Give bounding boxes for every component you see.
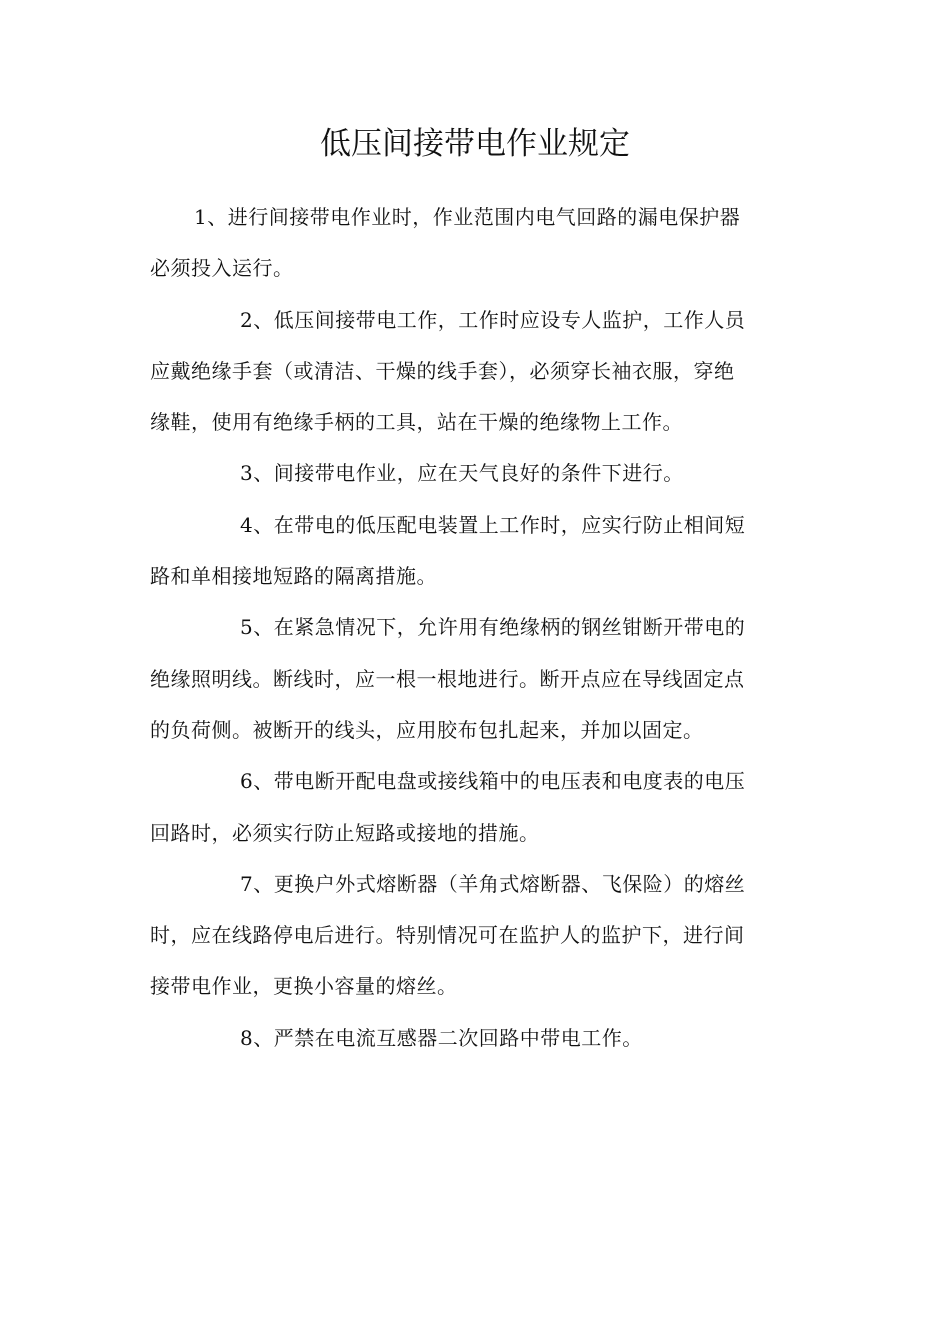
paragraph-line: 6、带电断开配电盘或接线箱中的电压表和电度表的电压	[240, 769, 746, 794]
paragraph-4	[150, 500, 810, 603]
paragraph-1	[150, 192, 810, 295]
paragraph-line: 3、间接带电作业，应在天气良好的条件下进行。	[240, 461, 684, 486]
paragraph-line: 5、在紧急情况下，允许用有绝缘柄的钢丝钳断开带电的	[240, 615, 746, 640]
paragraph-line: 缘鞋，使用有绝缘手柄的工具，站在干燥的绝缘物上工作。	[150, 410, 683, 435]
paragraph-2	[150, 295, 810, 449]
paragraph-3	[150, 448, 810, 499]
paragraph-line: 必须投入运行。	[150, 256, 294, 281]
paragraph-line: 应戴绝缘手套（或清洁、干燥的线手套），必须穿长袖衣服，穿绝	[150, 358, 735, 383]
paragraph-line: 回路时，必须实行防止短路或接地的措施。	[150, 820, 540, 845]
document-title: 低压间接带电作业规定	[320, 126, 630, 162]
paragraph-line: 8、严禁在电流互感器二次回路中带电工作。	[240, 1025, 643, 1050]
paragraph-line: 路和单相接地短路的隔离措施。	[150, 564, 437, 589]
paragraph-line: 4、在带电的低压配电装置上工作时，应实行防止相间短	[240, 512, 746, 537]
document-body	[150, 192, 810, 1064]
paragraph-line: 接带电作业，更换小容量的熔丝。	[150, 974, 458, 999]
paragraph-8	[150, 1013, 810, 1064]
paragraph-line: 7、更换户外式熔断器（羊角式熔断器、飞保险）的熔丝	[240, 871, 746, 896]
paragraph-line: 绝缘照明线。断线时，应一根一根地进行。断开点应在导线固定点	[150, 666, 745, 691]
paragraph-line: 2、低压间接带电工作，工作时应设专人监护，工作人员	[240, 307, 746, 332]
paragraph-7	[150, 859, 810, 1013]
paragraph-5	[150, 602, 810, 756]
paragraph-line: 时，应在线路停电后进行。特别情况可在监护人的监护下，进行间	[150, 923, 745, 948]
paragraph-line: 的负荷侧。被断开的线头，应用胶布包扎起来，并加以固定。	[150, 717, 704, 742]
paragraph-line: 1、进行间接带电作业时，作业范围内电气回路的漏电保护器	[194, 205, 741, 229]
paragraph-6	[150, 756, 810, 859]
